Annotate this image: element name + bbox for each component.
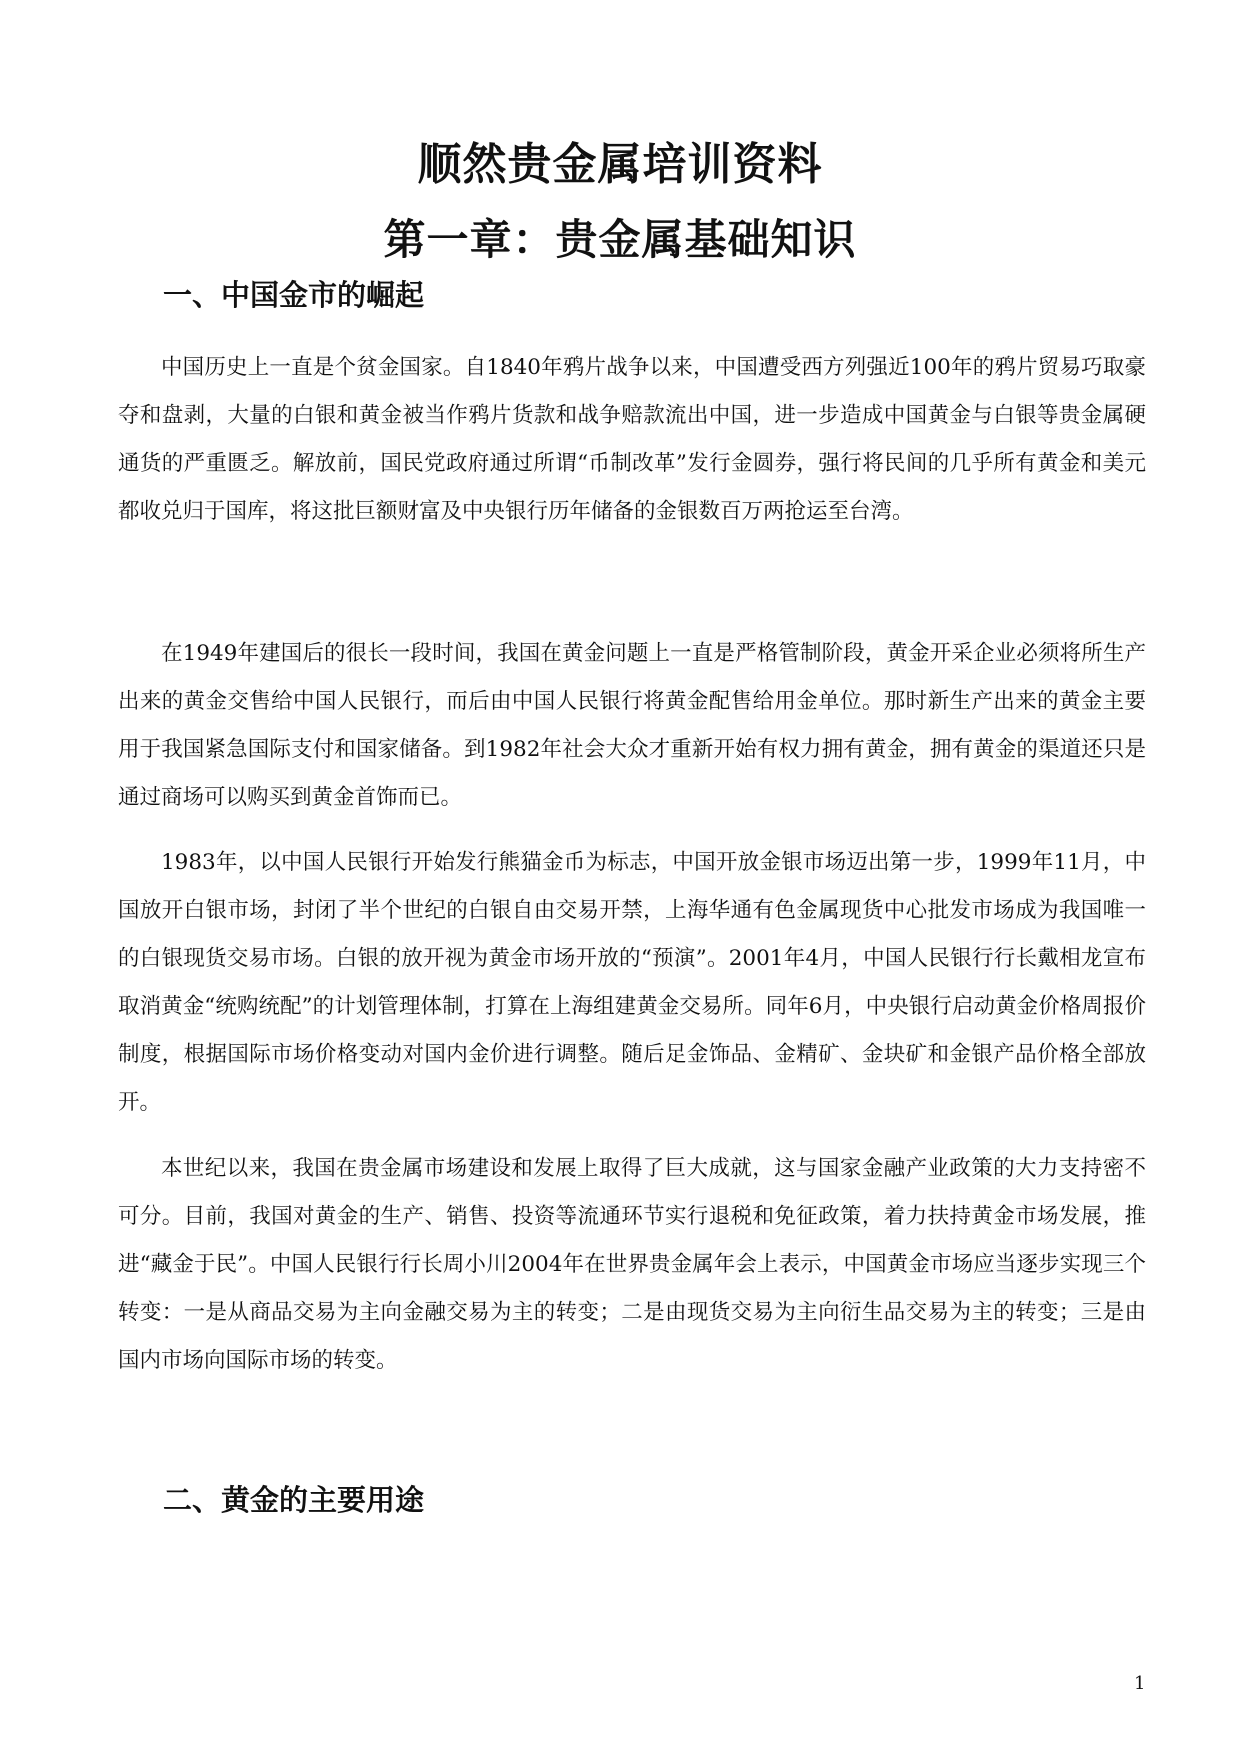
document-title: 顺然贵金属培训资料 [417, 139, 823, 190]
paragraph: 本世纪以来，我国在贵金属市场建设和发展上取得了巨大成就，这与国家金融产业政策的大力支持密不可分。目前，我国对黄金的生产、销售、投资等流通环节实行退税和免征政策，着力扶持黄金市场发展，推进“藏金于民”。中国人民银行行长周小川2004年在世界贵金属年会上表示，中国黄金市场应当逐步实现三个转变：一是从商品交易为主向金融交易为主的转变；二是由现货交易为主向衍生品交易为主的转变；三是由国内市场向国际市场的转变。 [118, 1156, 1146, 1373]
section-heading: 二、黄金的主要用途 [163, 1483, 425, 1517]
paragraph: 在1949年建国后的很长一段时间，我国在黄金问题上一直是严格管制阶段，黄金开采企业必须将所生产出来的黄金交售给中国人民银行，而后由中国人民银行将黄金配售给用金单位。那时新生产出来的黄金主要用于我国紧急国际支付和国家储备。到1982年社会大众才重新开始有权力拥有黄金，拥有黄金的渠道还只是通过商场可以购买到黄金首饰而已。 [118, 641, 1146, 810]
section-heading: 一、中国金市的崛起 [163, 278, 425, 312]
chapter-title: 第一章：贵金属基础知识 [383, 215, 857, 264]
page-number: 1 [1134, 1673, 1146, 1694]
paragraph: 1983年，以中国人民银行开始发行熊猫金币为标志，中国开放金银市场迈出第一步，1999年11月，中国放开白银市场，封闭了半个世纪的白银自由交易开禁，上海华通有色金属现货中心批发市场成为我国唯一的白银现货交易市场。白银的放开视为黄金市场开放的“预演”。2001年4月，中国人民银行行长戴相龙宣布取消黄金“统购统配”的计划管理体制，打算在上海组建黄金交易所。同年6月，中央银行启动黄金价格周报价制度，根据国际市场价格变动对国内金价进行调整。随后足金饰品、金精矿、金块矿和金银产品价格全部放开。 [118, 850, 1146, 1115]
paragraph: 中国历史上一直是个贫金国家。自1840年鸦片战争以来，中国遭受西方列强近100年的鸦片贸易巧取豪夺和盘剥，大量的白银和黄金被当作鸦片货款和战争赔款流出中国，进一步造成中国黄金与白银等贵金属硬通货的严重匮乏。解放前，国民党政府通过所谓“币制改革”发行金圆券，强行将民间的几乎所有黄金和美元都收兑归于国库，将这批巨额财富及中央银行历年储备的金银数百万两抢运至台湾。 [118, 355, 1146, 524]
